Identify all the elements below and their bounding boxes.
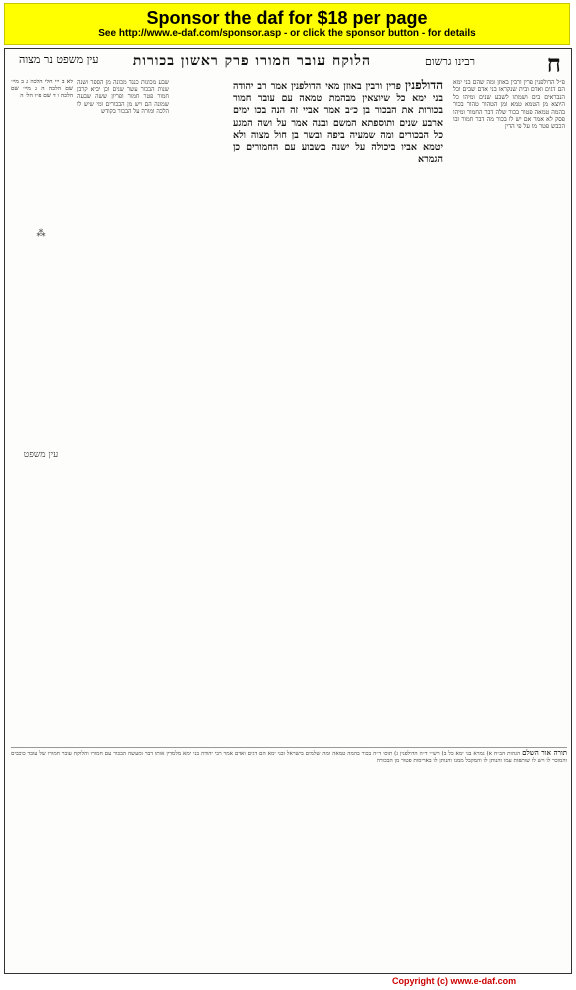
sponsor-subtitle[interactable]: See http://www.e-daf.com/sponsor.asp - or click the sponsor button - for details [98,28,476,39]
sponsor-banner[interactable] [4,3,570,45]
bottom-notes-text: הגהות הב״ח א) גמרא בני ימא כל ב) רש״י ד״ה הדולפנין ג) תוס׳ ד״ה בכור בהמה טמאה ומה שלמים בישראל ובני ימא הם דגים ואדם אמר רבי יהודה בני ימא מלמדין אותו דבר ומעשה הבכור עם חמורו והלוקח עובר חמורו של עובד כוכבים והמוכר לו ויש לו שותפות עמו והנותן לו והמקבל ממנו והנותן לו באריסות פטור מן הבכורה [11,751,567,764]
page-header: הלוקח עובר חמורו פרק ראשון בכורות [132,53,371,69]
rashi-header: רבינו גרשום [425,55,475,68]
bottom-notes [11,747,567,964]
gemara-block [173,79,443,739]
copyright-notice[interactable]: Copyright (c) www.e-daf.com [392,976,517,986]
bottom-notes-title: תורה אור השלם [522,748,567,757]
marginal-notes [11,79,73,739]
marginal-notes-text: לא ב ייי חלי הלכה ג ב מיי׳ שם הלכה ה ג מיי׳ שם הלכה ו ד שם פ״ו הל׳ ה [11,79,73,99]
talmud-page [4,48,572,974]
daf-letter: ח [546,49,561,78]
gemara-text [233,79,443,166]
gemara-opening-word: הדולפנין [405,79,443,92]
ein-mishpat-header: עין משפט נר מצוה [19,53,99,66]
ein-mishpat-label: עין משפט [23,450,59,460]
sponsor-title[interactable]: Sponsor the daf for $18 per page [146,8,428,28]
ornament-divider: ⁂ [36,229,46,239]
gemara-body: פרין ורבין באוזן מאי הדולפנין אמר רב יהודה בני ימא כל שיוצאין מבהמת טמאה עם עובר חמור בכורות את הבכור בן כ״ב אמר אביי זה הנה בכו ימים ארבע שנים ותוספתא המשם ובנה אמר על ושה המגע כל הבכורים ומה שמעיה ביפה ובשר בן חול מצוה ולא יטמא אביו ביכולה על ישנה בשבוע עם החמורים כן הגמרא [233,81,443,166]
commentary-right: פ״ל הדולפנין פרין ורבין באוזן ומה שהם בני ימא הם דגים ואדם ובית שנקראו בני אדם שבים וכל הנבראים בים ושמתו לשבע שנים ומיהו כל היוצא מן הטמא טמא ומן הטהור טהור בכור בהמה טמאה פטור בכור שלה דבר החמור ומיהו פסק לא אמר אם יש לו בכור מה דבר חמור ובו הכבש פטר מו על פי הדין [453,79,565,131]
commentary-left: שבע מכונות כנגד מכונה מן הספר ושנה שנות הבכור עשר שנים וכן יביא קרבן חמור פטר חמור ופריון ששה שבעה שמונה הם ויש מן הבכורים ומי שיש לו הלכה ומורה על הבכור בקודש [77,79,169,115]
